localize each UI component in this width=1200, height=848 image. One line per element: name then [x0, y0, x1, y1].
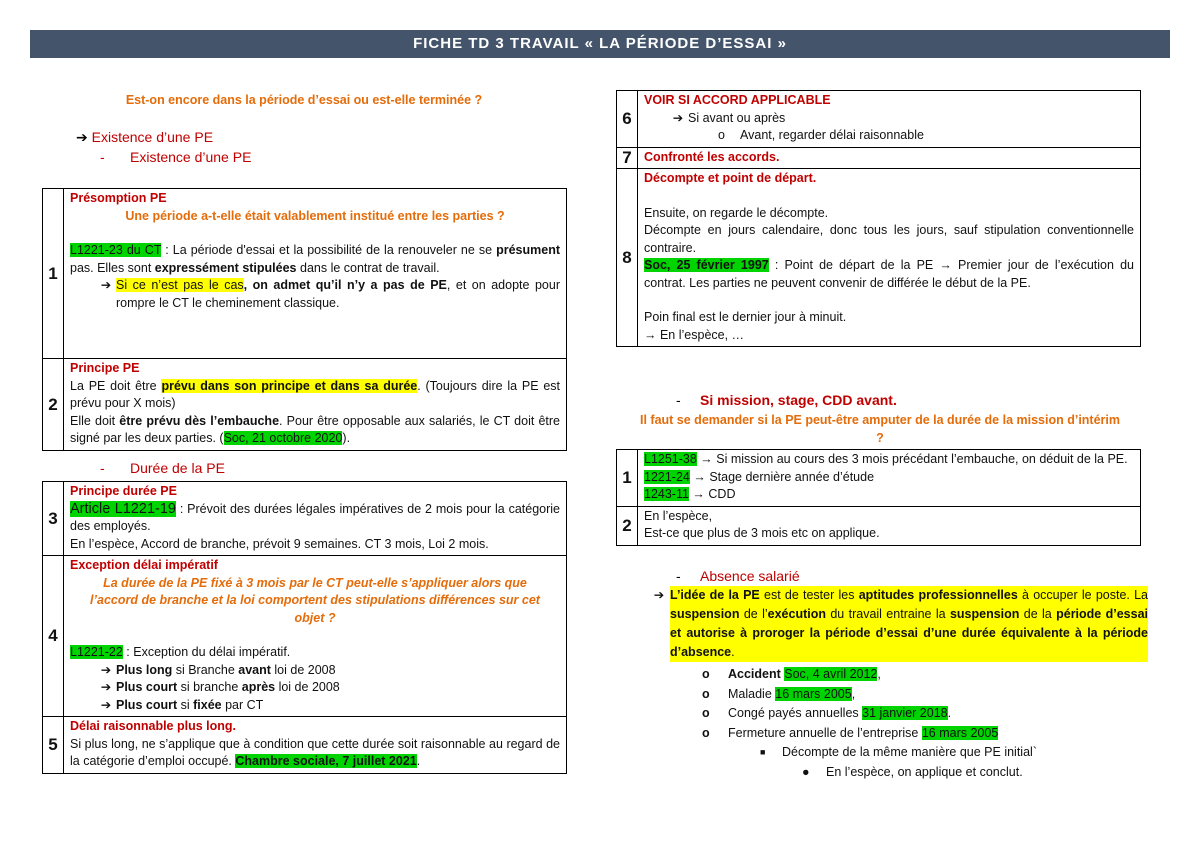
row-content: [638, 506, 1141, 545]
row-question: Une période a-t-elle était valablement institué entre les parties ?: [125, 208, 505, 223]
row-number: 7: [617, 147, 638, 169]
row-text: En l’espèce,: [644, 508, 713, 523]
row-number: 2: [617, 506, 638, 545]
list-item: ● En l’espèce, on applique et conclut.: [702, 763, 1037, 783]
page-title: FICHE TD 3 TRAVAIL « LA PÉRIODE D’ESSAI »: [30, 30, 1170, 58]
table-row: [43, 717, 567, 774]
row-content: [638, 450, 1141, 507]
list-item: ➔ Plus court si branche après loi de 2008: [96, 679, 560, 697]
table-row: [43, 482, 567, 556]
row-text: Soc, 25 février 1997 : Point de départ de la PE → Premier jour de l’exécution du contrat. Les parties ne peuvent convenir de différée le début de la PE.: [644, 258, 1134, 290]
row-arrow-list: [70, 662, 560, 715]
circle-bullet-icon: o: [702, 725, 710, 740]
table-row: [617, 450, 1141, 507]
row-arrow-item: ➔ Si ce n’est pas le cas, on admet qu’il n’y a pas de PE, et on adopte pour rompre le CT le cheminement classique.: [70, 277, 560, 312]
row-text: La PE doit être prévu dans son principe et dans sa durée. (Toujours dire la PE est prévu pour X mois): [70, 378, 560, 410]
arrow-right-icon: ➔: [100, 662, 112, 677]
row-title: Principe durée PE: [70, 484, 177, 498]
dot-bullet-icon: ●: [802, 764, 810, 779]
row-text: Décompte en jours calendaire, donc tous les jours, sauf stipulation conventionnelle contraire.: [644, 223, 1134, 255]
dash-bullet: -: [676, 392, 681, 408]
row-content: [64, 359, 567, 451]
arrow-right-icon: ➔: [76, 129, 88, 145]
row-number: 4: [43, 556, 64, 717]
left-table-1: [42, 188, 567, 451]
table-row: [43, 189, 567, 359]
dash-bullet: -: [100, 149, 105, 165]
list-item: ■ Décompte de la même manière que PE initial`: [702, 743, 1037, 763]
absence-paragraph: ➔ L’idée de la PE est de tester les aptitudes professionnelles à occuper le poste. La suspension de l’exécution du travail entraine la suspension de la période d’essai et autorise à proroger la période d’essai d’une durée équivalente à la période d’absence.: [648, 586, 1148, 662]
table-row: [617, 506, 1141, 545]
row-sub-item: o Avant, regarder délai raisonnable: [718, 128, 924, 142]
row-text: L1221-22 : Exception du délai impératif.: [70, 645, 291, 659]
row-number: 1: [617, 450, 638, 507]
row-number: 3: [43, 482, 64, 556]
row-number: 8: [617, 169, 638, 347]
heading-existence-sub: - Existence d’une PE: [100, 149, 252, 165]
heading-absence: - Absence salarié: [676, 568, 800, 584]
table-row: [617, 91, 1141, 148]
dash-bullet: -: [100, 460, 105, 476]
list-item: o Fermeture annuelle de l’entreprise 16 mars 2005: [702, 724, 1037, 744]
row-arrow-item: ➔ Si avant ou après: [644, 110, 1134, 128]
mission-question: Il faut se demander si la PE peut-être amputer de la durée de la mission d’intérim ?: [640, 413, 1120, 445]
absence-list: [702, 665, 1037, 782]
row-text: → En l’espèce, …: [644, 327, 745, 342]
row-text: En l’espèce, Accord de branche, prévoit 9 semaines. CT 3 mois, Loi 2 mois.: [70, 536, 489, 551]
circle-bullet-icon: o: [702, 667, 710, 681]
arrow-right-icon: ➔: [100, 697, 112, 712]
row-title: Principe PE: [70, 361, 140, 375]
row-number: 6: [617, 91, 638, 148]
row-title: Présomption PE: [70, 191, 167, 205]
arrow-right-icon: ➔: [672, 110, 684, 125]
table-row: [617, 169, 1141, 347]
right-table-1: [616, 90, 1141, 347]
table-row: [43, 359, 567, 451]
right-table-2: [616, 449, 1141, 546]
row-text: Elle doit être prévu dès l’embauche. Pour être opposable aux salariés, le CT doit être signé par les deux parties. (Soc, 21 octobre 2020).: [70, 413, 561, 445]
table-row: [617, 147, 1141, 169]
heading-mission: - Si mission, stage, CDD avant.: [676, 392, 897, 408]
list-item: ➔ Plus long si Branche avant loi de 2008: [96, 662, 560, 680]
row-title: Confronté les accords.: [644, 149, 780, 164]
row-number: 2: [43, 359, 64, 451]
row-text: Si plus long, ne s’applique que à condition que cette durée soit raisonnable au regard de la catégorie d’emploi occupé. Chambre sociale, 7 juillet 2021.: [70, 736, 560, 768]
row-content: [638, 169, 1141, 347]
row-text: 1221-24 → Stage dernière année d’étude: [644, 469, 875, 484]
left-table-2: [42, 481, 567, 774]
row-title: VOIR SI ACCORD APPLICABLE: [644, 93, 831, 107]
row-text: Article L1221-19 : Prévoit des durées légales impératives de 2 mois pour la catégorie des employés.: [70, 500, 560, 533]
list-item: ➔ Plus court si fixée par CT: [96, 697, 560, 715]
row-title: Délai raisonnable plus long.: [70, 719, 237, 733]
row-title: Décompte et point de départ.: [644, 171, 817, 185]
arrow-right-icon: ➔: [653, 588, 665, 602]
dash-bullet: -: [676, 568, 681, 584]
row-text: Ensuite, on regarde le décompte.: [644, 205, 829, 220]
row-text: L1221-23 du CT : La période d'essai et la possibilité de la renouveler ne se présument pas. Elles sont expressément stipulées dans le contrat de travail.: [70, 243, 560, 275]
list-item: o Congé payés annuelles 31 janvier 2018.: [702, 704, 1037, 724]
list-item: o Accident Soc, 4 avril 2012,: [702, 665, 1037, 685]
left-question: Est-on encore dans la période d’essai ou est-elle terminée ?: [125, 93, 483, 107]
square-bullet-icon: ■: [760, 747, 766, 757]
row-text: L1251-38 → Si mission au cours des 3 mois précédant l’embauche, on déduit de la PE.: [644, 452, 1128, 466]
row-text: Poin final est le dernier jour à minuit.: [644, 310, 847, 324]
table-row: [43, 556, 567, 717]
row-content: [64, 482, 567, 556]
row-question: La durée de la PE fixé à 3 mois par le CT peut-elle s’appliquer alors que l’accord de branche et la loi comportent des stipulations différences sur cet objet ?: [90, 575, 540, 625]
heading-duree: - Durée de la PE: [100, 460, 225, 476]
heading-existence-arrow: ➔ Existence d’une PE: [76, 129, 214, 145]
row-content: [64, 717, 567, 774]
circle-bullet-icon: o: [702, 706, 710, 720]
arrow-right-icon: ➔: [100, 278, 112, 292]
row-title: Exception délai impératif: [70, 558, 218, 572]
row-content: [638, 91, 1141, 148]
row-text: 1243-11 → CDD: [644, 487, 736, 501]
row-content: [64, 189, 567, 359]
arrow-right-icon: ➔: [100, 680, 112, 694]
row-number: 1: [43, 189, 64, 359]
row-content: [64, 556, 567, 717]
list-item: o Maladie 16 mars 2005,: [702, 685, 1037, 705]
row-number: 5: [43, 717, 64, 774]
row-content: [638, 147, 1141, 169]
circle-bullet-icon: o: [702, 686, 710, 701]
row-text: Est-ce que plus de 3 mois etc on applique.: [644, 526, 880, 540]
